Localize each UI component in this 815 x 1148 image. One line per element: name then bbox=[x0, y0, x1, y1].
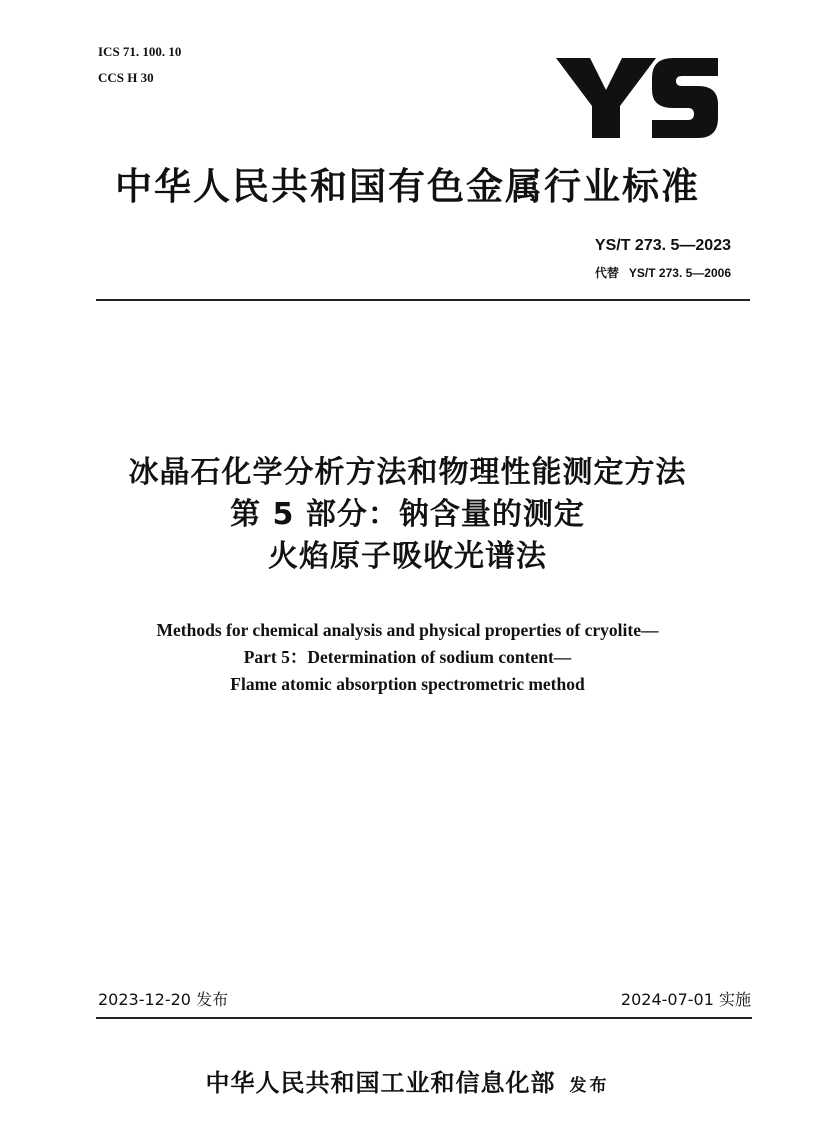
publish-label: 发布 bbox=[569, 1076, 610, 1096]
issue-date: 2023-12-20 发布 bbox=[98, 990, 229, 1009]
standard-number: YS/T 273. 5—2023 bbox=[594, 237, 731, 254]
publisher bbox=[0, 1063, 815, 1098]
standard-category-title: 中华人民共和国有色金属行业标准 bbox=[115, 165, 700, 208]
replaces-line bbox=[595, 265, 731, 281]
replaced-standard-number: YS/T 273. 5—2006 bbox=[628, 266, 731, 280]
ccs-code: CCS H 30 bbox=[98, 70, 154, 85]
english-title-line-3: Flame atomic absorption spectrometric method bbox=[230, 674, 585, 694]
english-title bbox=[0, 617, 815, 698]
header-divider bbox=[96, 299, 750, 301]
chinese-title-line-3: 火焰原子吸收光谱法 bbox=[268, 539, 547, 574]
replaces-label: 代替 bbox=[594, 266, 619, 280]
publisher-organization: 中华人民共和国工业和信息化部 bbox=[205, 1068, 556, 1097]
ics-code: ICS 71. 100. 10 bbox=[98, 44, 182, 59]
chinese-title bbox=[0, 452, 815, 578]
chinese-title-line-2: 第 5 部分：钠含量的测定 bbox=[230, 497, 585, 532]
chinese-title-line-1: 冰晶石化学分析方法和物理性能测定方法 bbox=[128, 455, 687, 490]
english-title-line-2: Part 5：Determination of sodium content— bbox=[243, 647, 572, 667]
footer-divider bbox=[96, 1017, 752, 1019]
english-title-line-1: Methods for chemical analysis and physical properties of cryolite— bbox=[156, 620, 659, 640]
ys-logo bbox=[548, 50, 718, 142]
implementation-date: 2024-07-01 实施 bbox=[620, 990, 751, 1009]
